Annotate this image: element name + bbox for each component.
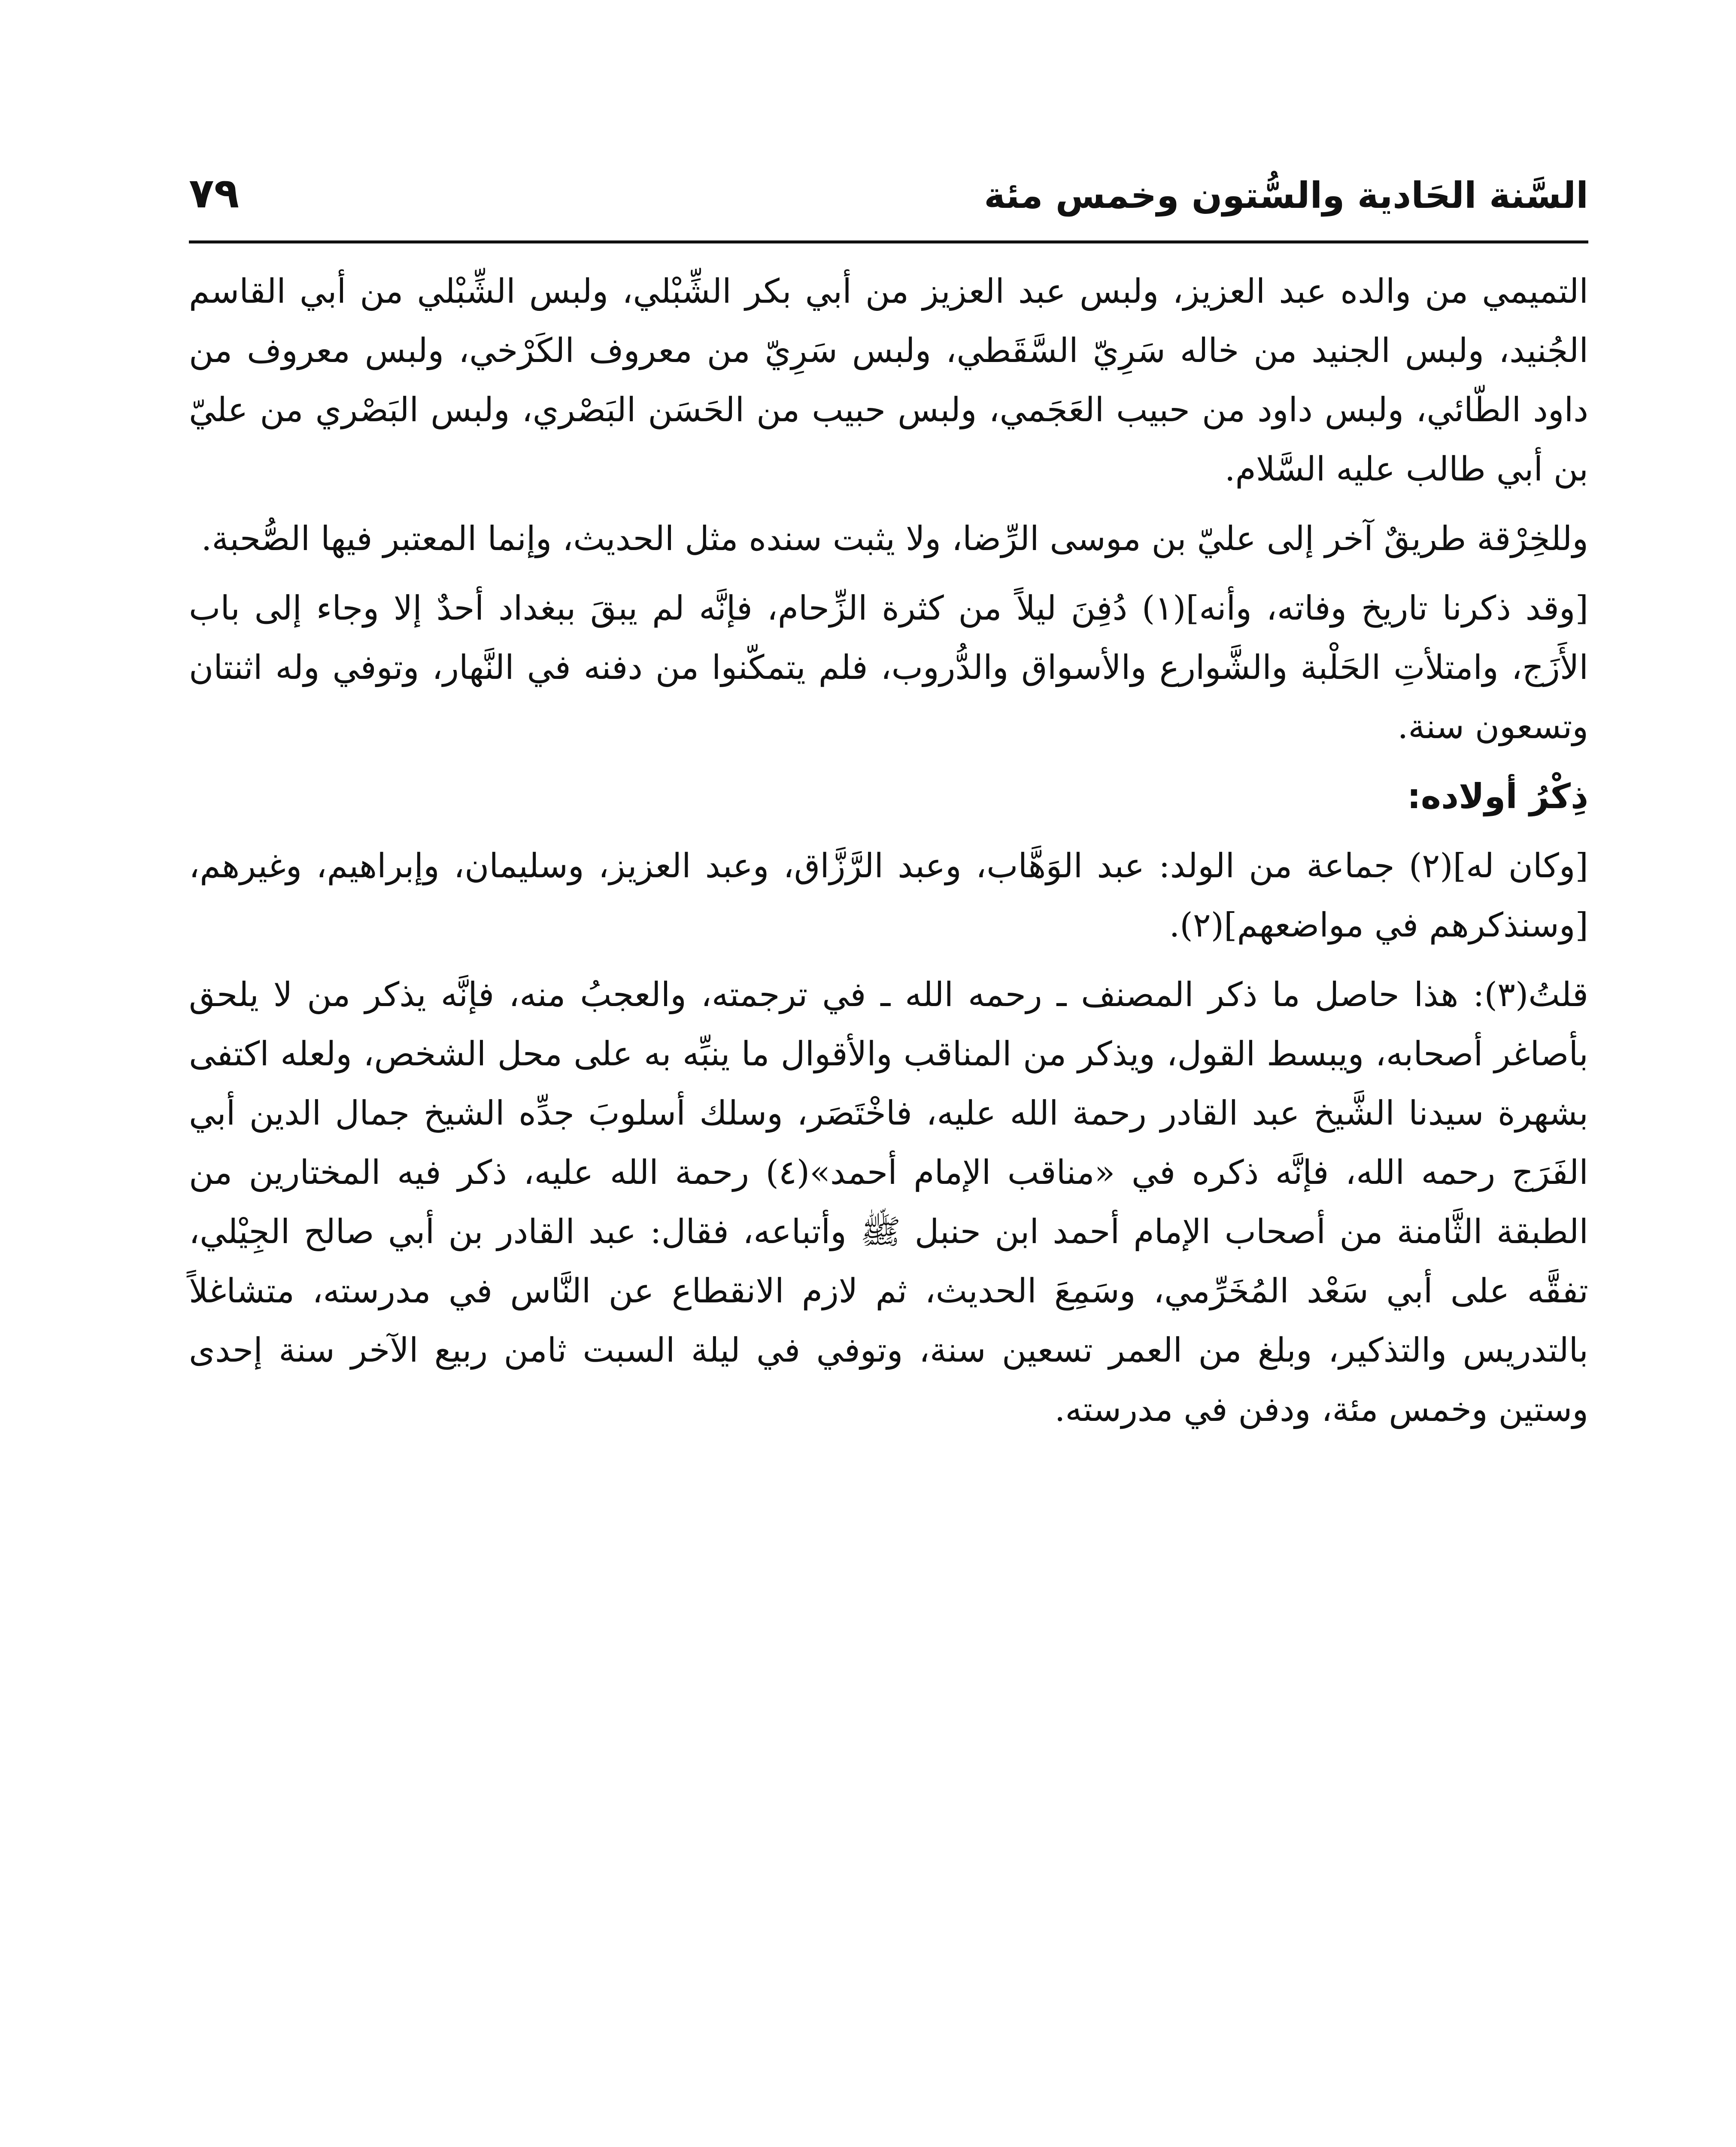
section-heading-children: ذِكْرُ أولاده: (1407, 776, 1588, 816)
header-divider (189, 240, 1588, 243)
paragraph-khirqa: وللخِرْقة طريقٌ آخر إلى عليّ بن موسى الرِّضا، ولا يثبت سنده مثل الحديث، وإنما المعتبر فيها الصُّحبة. (201, 520, 1588, 558)
main-text (189, 262, 1588, 1450)
running-title: السَّنة الحَادية والسُّتون وخمس مئة (984, 174, 1588, 216)
paragraph-commentary: قلتُ(٣): هذا حاصل ما ذكر المصنف ـ رحمه الله ـ في ترجمته، والعجبُ منه، فإنَّه يذكر من لا يلحق بأصاغر أصحابه، ويبسط القول، ويذكر من المناقب والأقوال ما ينبِّه به على محل الشخص، ولعله اكتفى بشهرة سيدنا الشَّيخ عبد القادر رحمة الله عليه، فاخْتَصَر، وسلك أسلوبَ جدِّه الشيخ جمال الدين أبي الفَرَج رحمه الله، فإنَّه ذكره في «مناقب الإمام أحمد»(٤) رحمة الله عليه، ذكر فيه المختارين من الطبقة الثَّامنة من أصحاب الإمام أحمد ابن حنبل ﷺ وأتباعه، فقال: عبد القادر بن أبي صالح الجِيْلي، تفقَّه على أبي سَعْد المُخَرِّمي، وسَمِعَ الحديث، ثم لازم الانقطاع عن النَّاس في مدرسته، متشاغلاً بالتدريس والتذكير، وبلغ من العمر تسعين سنة، وتوفي في ليلة السبت ثامن ربيع الآخر سنة إحدى وستين وخمس مئة، ودفن في مدرسته. (189, 976, 1588, 1429)
paragraph-children: [وكان له](٢) جماعة من الولد: عبد الوَهَّاب، وعبد الرَّزَّاق، وعبد العزيز، وسليمان، وإبراهيم، وغيرهم، [وسنذكرهم في مواضعهم](٢). (189, 847, 1588, 945)
page-number: ٧٩ (189, 169, 240, 217)
paragraph-burial: [وقد ذكرنا تاريخ وفاته، وأنه](١) دُفِنَ ليلاً من كثرة الزِّحام، فإنَّه لم يبقَ ببغداد أحدٌ إلا وجاء إلى باب الأَزَج، وامتلأتِ الحَلْبة والشَّوارع والأسواق والدُّروب، فلم يتمكّنوا من دفنه في النَّهار، وتوفي وله اثنتان وتسعون سنة. (189, 589, 1588, 746)
running-header (189, 155, 1588, 232)
paragraph-lineage: التميمي من والده عبد العزيز، ولبس عبد العزيز من أبي بكر الشِّبْلي، ولبس الشِّبْلي من أبي القاسم الجُنيد، ولبس الجنيد من خاله سَرِيّ السَّقَطي، ولبس سَرِيّ من معروف الكَرْخي، ولبس معروف من داود الطّائي، ولبس داود من حبيب العَجَمي، ولبس حبيب من الحَسَن البَصْري، ولبس البَصْري من عليّ بن أبي طالب عليه السَّلام. (189, 272, 1588, 489)
